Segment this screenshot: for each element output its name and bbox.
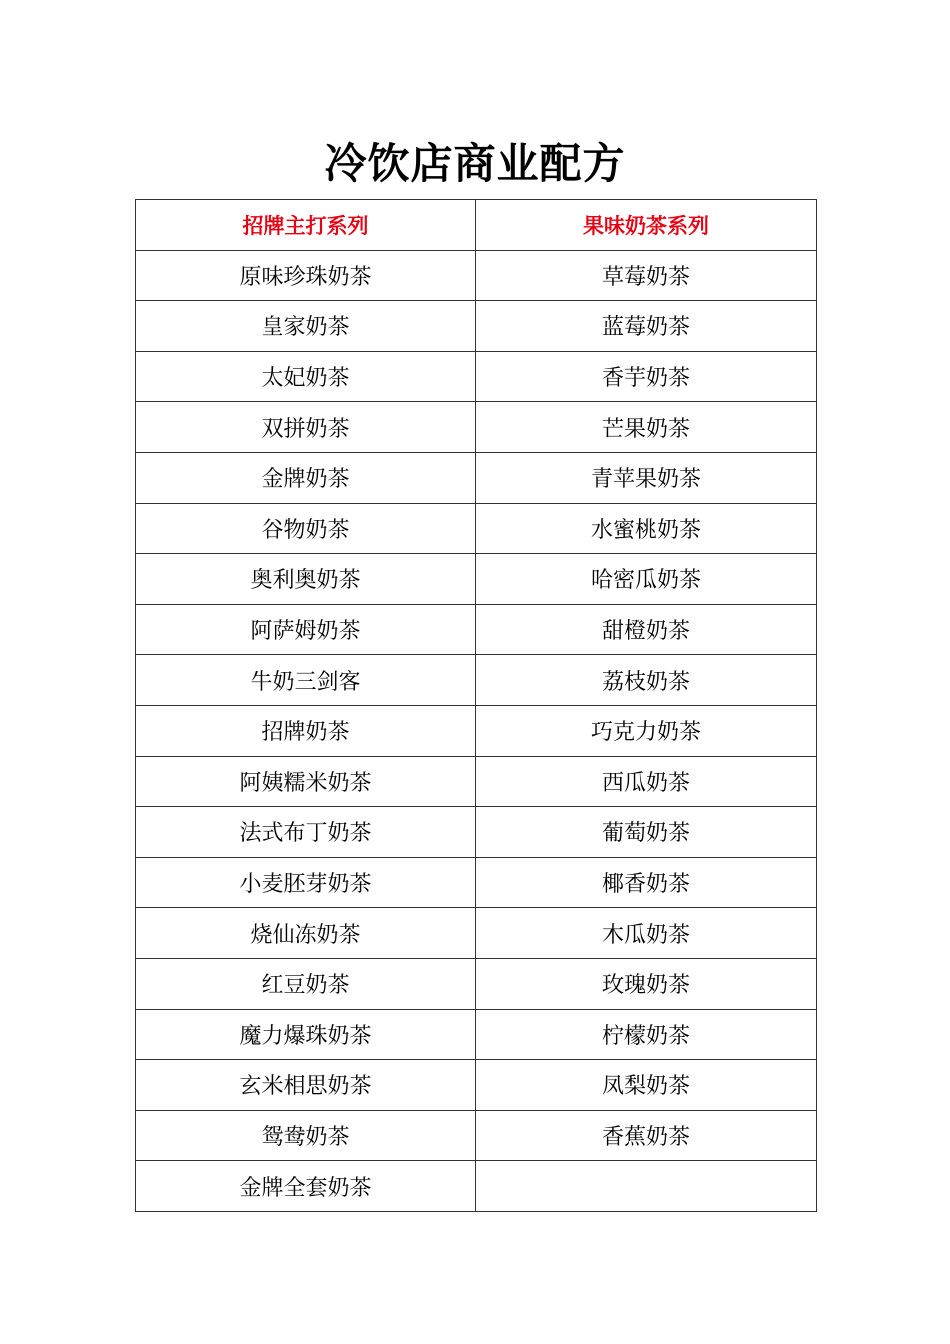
signature-item-cell: 金牌奶茶 (136, 452, 476, 503)
signature-item-cell: 原味珍珠奶茶 (136, 250, 476, 301)
signature-item-cell: 红豆奶茶 (136, 958, 476, 1009)
fruit-item-cell: 哈密瓜奶茶 (476, 554, 817, 605)
table-row (136, 402, 817, 453)
signature-item-cell: 皇家奶茶 (136, 301, 476, 352)
table-row (136, 1161, 817, 1212)
table-row (136, 1009, 817, 1060)
signature-item-cell: 魔力爆珠奶茶 (136, 1009, 476, 1060)
table-row (136, 807, 817, 858)
fruit-item-cell: 青苹果奶茶 (476, 452, 817, 503)
signature-item-cell: 阿萨姆奶茶 (136, 604, 476, 655)
signature-item-cell: 奥利奥奶茶 (136, 554, 476, 605)
signature-item-cell: 阿姨糯米奶茶 (136, 756, 476, 807)
table-row (136, 1110, 817, 1161)
fruit-item-cell: 草莓奶茶 (476, 250, 817, 301)
menu-table (135, 199, 817, 1212)
page-title: 冷饮店商业配方 (324, 139, 626, 188)
table-row (136, 351, 817, 402)
fruit-item-cell: 柠檬奶茶 (476, 1009, 817, 1060)
table-row (136, 857, 817, 908)
signature-item-cell: 鸳鸯奶茶 (136, 1110, 476, 1161)
signature-item-cell: 小麦胚芽奶茶 (136, 857, 476, 908)
table-row (136, 452, 817, 503)
fruit-item-cell: 西瓜奶茶 (476, 756, 817, 807)
signature-item-cell: 金牌全套奶茶 (136, 1161, 476, 1212)
fruit-item-cell: 木瓜奶茶 (476, 908, 817, 959)
table-row (136, 604, 817, 655)
signature-item-cell: 太妃奶茶 (136, 351, 476, 402)
signature-item-cell: 谷物奶茶 (136, 503, 476, 554)
table-row (136, 503, 817, 554)
signature-item-cell: 牛奶三剑客 (136, 655, 476, 706)
signature-item-cell: 招牌奶茶 (136, 705, 476, 756)
table-row (136, 250, 817, 301)
fruit-item-cell: 芒果奶茶 (476, 402, 817, 453)
header-fruit-series: 果味奶茶系列 (476, 200, 817, 251)
table-row (136, 705, 817, 756)
fruit-item-cell: 巧克力奶茶 (476, 705, 817, 756)
signature-item-cell: 法式布丁奶茶 (136, 807, 476, 858)
table-row (136, 756, 817, 807)
fruit-item-cell: 香蕉奶茶 (476, 1110, 817, 1161)
table-row (136, 1060, 817, 1111)
fruit-item-cell: 凤梨奶茶 (476, 1060, 817, 1111)
header-signature-series: 招牌主打系列 (136, 200, 476, 251)
table-row (136, 301, 817, 352)
table-row (136, 958, 817, 1009)
fruit-item-cell: 椰香奶茶 (476, 857, 817, 908)
signature-item-cell: 玄米相思奶茶 (136, 1060, 476, 1111)
fruit-item-cell: 蓝莓奶茶 (476, 301, 817, 352)
table-header-row (136, 200, 817, 251)
fruit-item-cell: 甜橙奶茶 (476, 604, 817, 655)
fruit-item-cell: 水蜜桃奶茶 (476, 503, 817, 554)
signature-item-cell: 烧仙冻奶茶 (136, 908, 476, 959)
fruit-item-cell (476, 1161, 817, 1212)
fruit-item-cell: 荔枝奶茶 (476, 655, 817, 706)
signature-item-cell: 双拼奶茶 (136, 402, 476, 453)
table-body (136, 250, 817, 1211)
fruit-item-cell: 玫瑰奶茶 (476, 958, 817, 1009)
fruit-item-cell: 葡萄奶茶 (476, 807, 817, 858)
table-row (136, 908, 817, 959)
fruit-item-cell: 香芋奶茶 (476, 351, 817, 402)
table-row (136, 655, 817, 706)
table-row (136, 554, 817, 605)
